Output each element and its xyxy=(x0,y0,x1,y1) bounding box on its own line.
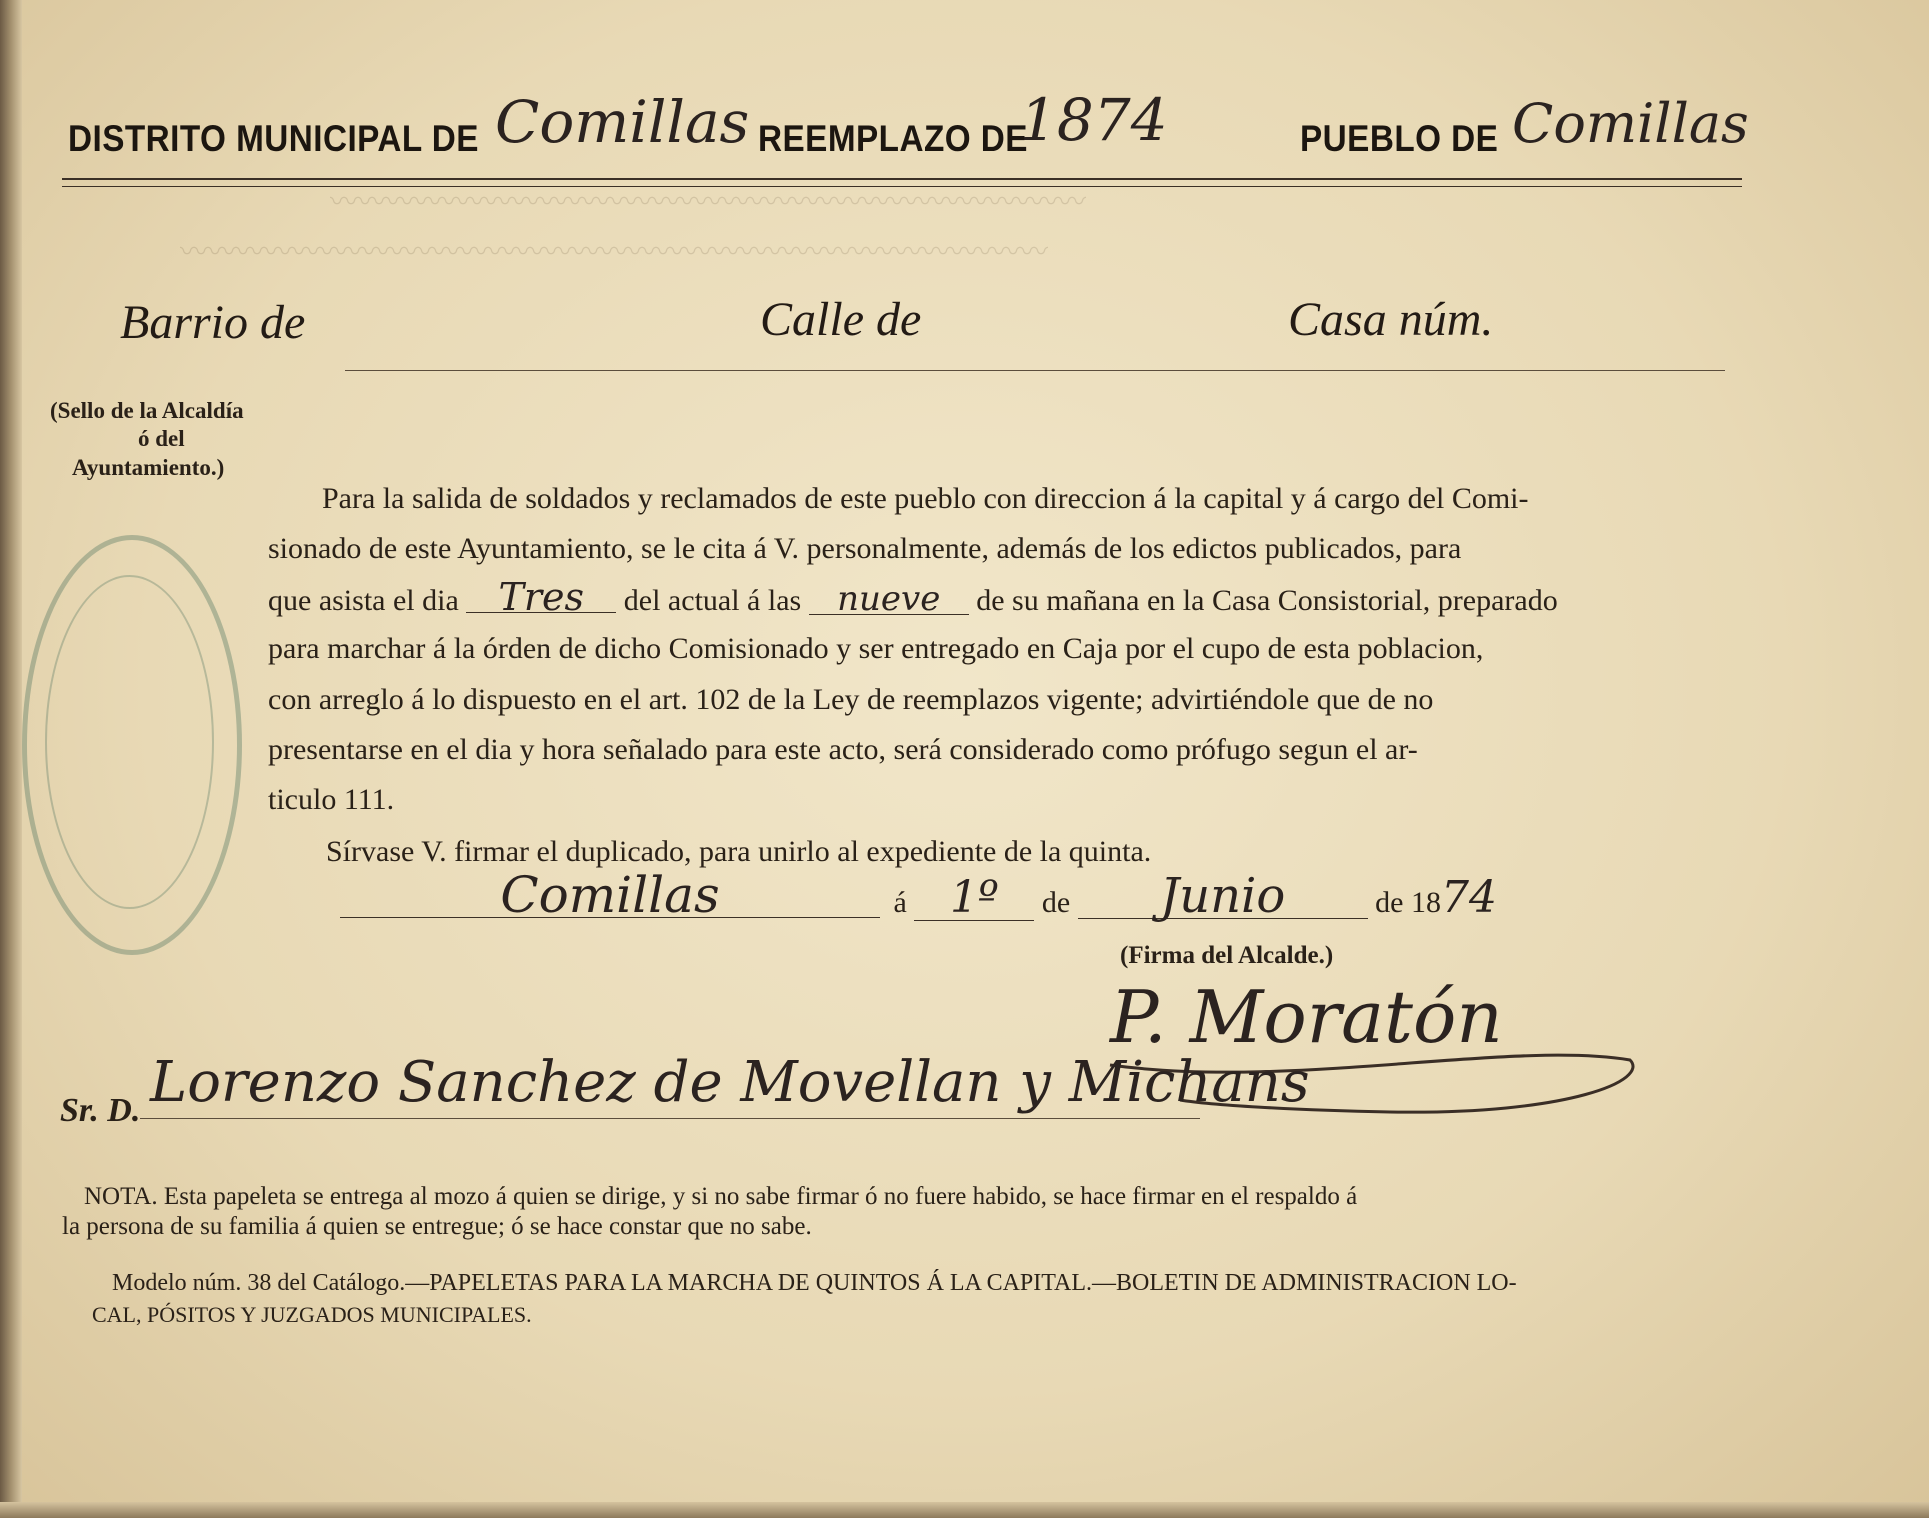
date-a: á xyxy=(893,886,907,919)
date-line xyxy=(340,866,1497,924)
body-line-3a: que asista el dia xyxy=(268,584,459,617)
page-bottom-edge xyxy=(0,1502,1929,1518)
seal-caption-2: ó del xyxy=(138,426,185,451)
barrio-label: Barrio de xyxy=(120,296,306,349)
distrito-value: Comillas xyxy=(495,88,750,156)
municipal-seal-inner xyxy=(45,575,214,909)
nota-line-2: la persona de su familia á quien se entregue; ó se hace constar que no sabe. xyxy=(62,1213,812,1240)
header-rule xyxy=(62,186,1742,187)
addressee-rule xyxy=(140,1118,1200,1119)
footer-line-1: Modelo núm. 38 del Catálogo.—PAPELETAS PARA LA MARCHA DE QUINTOS Á LA CAPITAL.—BOLETIN DE ADMINISTRACION LO- xyxy=(112,1270,1517,1296)
reemplazo-value: 1874 xyxy=(1020,86,1168,154)
alcalde-signature: P. Moratón xyxy=(1110,975,1503,1059)
footer-line-2: CAL, PÓSITOS Y JUZGADOS MUNICIPALES. xyxy=(92,1302,532,1327)
body-line-3b: del actual á las xyxy=(623,584,802,617)
page-edge xyxy=(0,0,22,1518)
addressee-label: Sr. D. xyxy=(60,1092,141,1129)
seal-caption-1: (Sello de la Alcaldía xyxy=(50,398,244,423)
seal-caption-3: Ayuntamiento.) xyxy=(72,455,225,480)
distrito-label: DISTRITO MUNICIPAL DE xyxy=(68,118,479,159)
addressee-name: Lorenzo Sanchez de Movellan y Michans xyxy=(150,1050,1310,1115)
body-line-4: para marchar á la órden de dicho Comisionado y ser entregado en Caja por el cupo de esta poblacion, xyxy=(268,632,1484,665)
date-day: 1º xyxy=(914,876,1034,921)
body-line-8: Sírvase V. firmar el duplicado, para unirlo al expediente de la quinta. xyxy=(326,835,1152,868)
date-month: Junio xyxy=(1078,874,1368,919)
header-rule xyxy=(62,178,1742,180)
date-year: 74 xyxy=(1440,872,1497,923)
reemplazo-label: REEMPLAZO DE xyxy=(758,118,1028,159)
body-line-3c: de su mañana en la Casa Consistorial, preparado xyxy=(976,584,1558,617)
bleed-through: 〰〰〰〰〰〰〰〰〰〰〰〰〰〰〰〰〰〰〰〰〰〰〰〰〰〰〰 xyxy=(330,187,1087,218)
date-place: Comillas xyxy=(340,873,880,918)
pueblo-value: Comillas xyxy=(1512,92,1749,155)
body-line-3 xyxy=(268,575,1558,619)
body-line-1: Para la salida de soldados y reclamados de este pueblo con direccion á la capital y á cargo del Comi- xyxy=(322,482,1529,515)
body-line-5: con arreglo á lo dispuesto en el art. 102 de la Ley de reemplazos vigente; advirtiéndole que de no xyxy=(268,683,1434,716)
date-de-2: de 18 xyxy=(1375,886,1441,919)
address-rule xyxy=(345,370,1725,371)
pueblo-label: PUEBLO DE xyxy=(1300,118,1499,159)
hour-value: nueve xyxy=(809,584,969,615)
nota-line-1: NOTA. Esta papeleta se entrega al mozo á quien se dirige, y si no sabe firmar ó no fuere habido, se hace firmar en el respaldo á xyxy=(84,1183,1358,1210)
firma-label: (Firma del Alcalde.) xyxy=(1120,942,1334,969)
body-line-6: presentarse en el dia y hora señalado para este acto, será considerado como prófugo segun el ar- xyxy=(268,733,1418,766)
date-de-1: de xyxy=(1041,886,1071,919)
day-value: Tres xyxy=(466,582,616,613)
bleed-through: 〰〰〰〰〰〰〰〰〰〰〰〰〰〰〰〰〰〰〰〰〰〰〰〰〰〰〰〰〰〰〰 xyxy=(180,237,1049,268)
body-line-7: ticulo 111. xyxy=(268,783,395,816)
body-line-2: sionado de este Ayuntamiento, se le cita á V. personalmente, además de los edictos publicados, para xyxy=(268,532,1462,565)
casa-label: Casa núm. xyxy=(1288,293,1494,346)
calle-label: Calle de xyxy=(760,293,922,346)
